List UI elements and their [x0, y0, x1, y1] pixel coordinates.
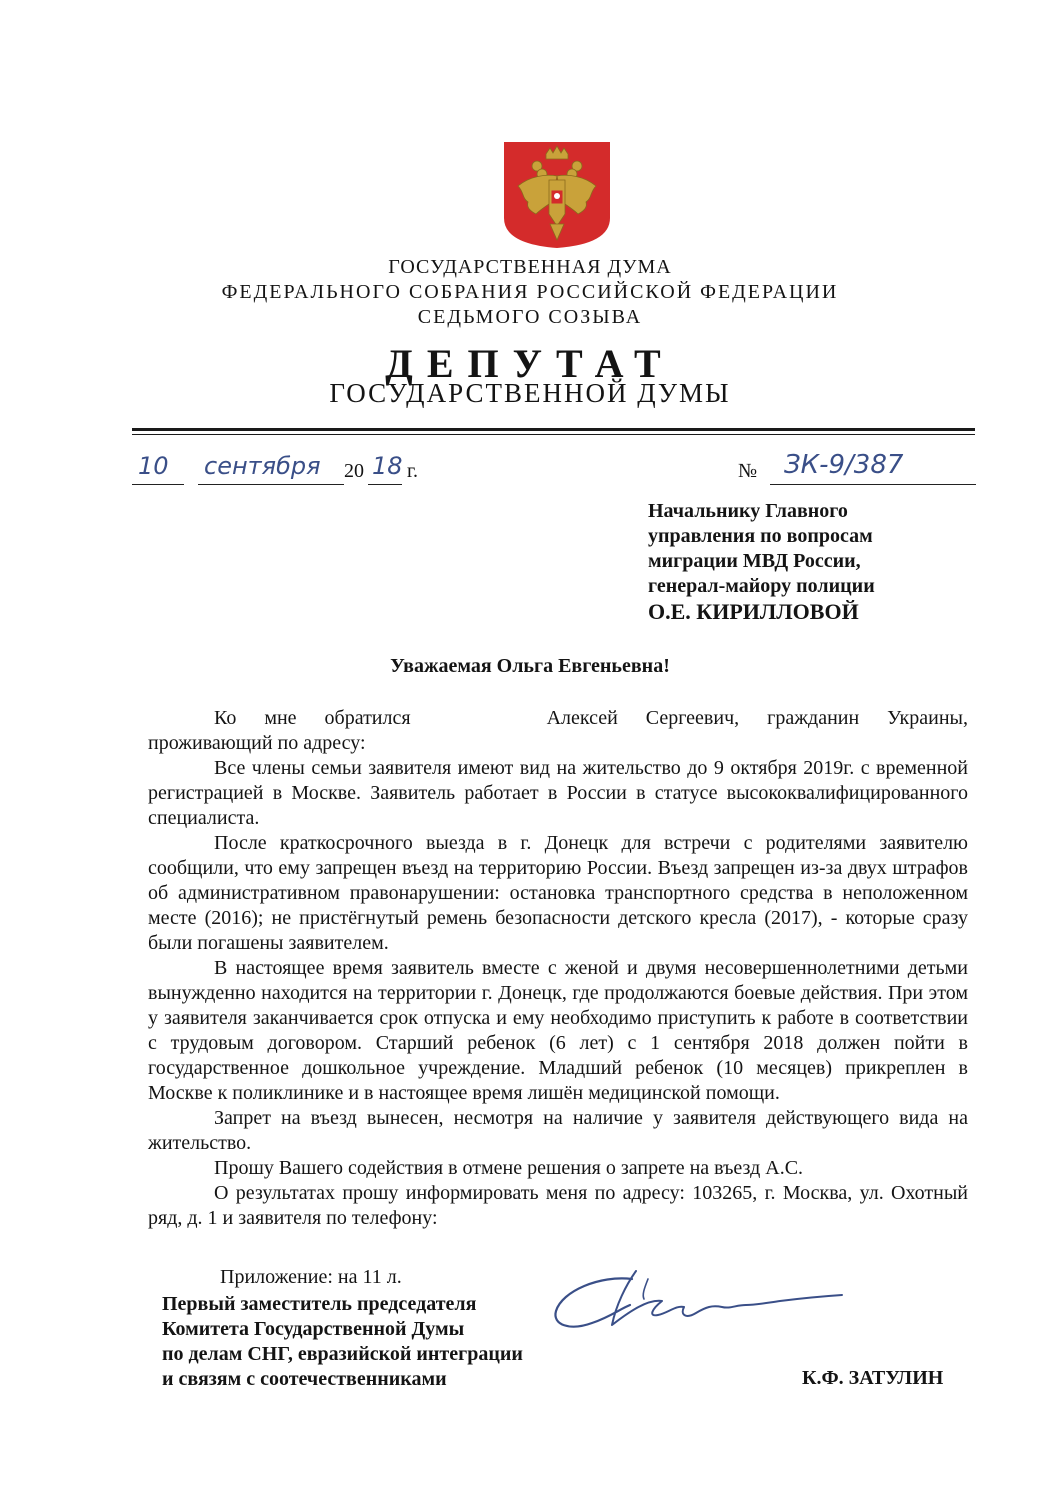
paragraph-4: В настоящее время заявитель вместе с женой и двумя несовершеннолетними детьми вынужденно находится на территории г. Донецк, где продолжаются боевые действия. При этом у заявителя заканчивается срок отпуска и ему необходимо приступить к работе в соответствии с трудовым договором. Старший ребенок (6 лет) с 1 сентября 2018 должен пойти в государственное дошкольное учреждение. Младший ребенок (10 месяцев) прикреплен в Москве к поликлинике и в настоящее время лишён медицинской помощи.	[148, 957, 968, 1104]
addressee-line1: Начальнику Главного	[648, 500, 848, 522]
number-label: №	[738, 460, 758, 482]
date-month-underline	[198, 484, 344, 485]
number-value: ЗК-9/387	[784, 450, 904, 480]
coat-of-arms-icon	[502, 140, 612, 250]
letter-body	[148, 706, 968, 1231]
addressee-line3: миграции МВД России,	[648, 550, 861, 572]
header-rule-thin	[132, 434, 975, 435]
letterhead-line1: ГОСУДАРСТВЕННАЯ ДУМА	[388, 256, 672, 278]
letterhead-title: ДЕПУТАТ	[385, 341, 675, 386]
date-day-underline	[132, 484, 184, 485]
signatory-post-line4: и связям с соотечественниками	[162, 1368, 447, 1390]
date-line	[132, 452, 452, 492]
addressee-name: О.Е. КИРИЛЛОВОЙ	[648, 599, 859, 624]
paragraph-6: Прошу Вашего содействия в отмене решения о запрете на въезд А.С.	[214, 1157, 804, 1179]
letterhead-line3: СЕДЬМОГО СОЗЫВА	[417, 306, 643, 328]
paragraph-2: Все члены семьи заявителя имеют вид на жительство до 9 октября 2019г. с временной регистрацией в Москве. Заявитель работает в России в статусе высококвалифицированного специалиста.	[148, 757, 968, 829]
reference-number	[738, 452, 978, 492]
paragraph-3: После краткосрочного выезда в г. Донецк для встречи с родителями заявителю сообщили, что ему запрещен въезд на территорию России. Въезд запрещен из-за двух штрафов об административном правонарушении: остановка транспортного средства в неположенном месте (2016); не пристёгнутый ремень безопасности детского кресла (2017), - которые сразу были погашены заявителем.	[148, 832, 968, 954]
number-underline	[770, 484, 976, 485]
date-year-suffix: 18	[372, 452, 403, 480]
signatory-post-line3: по делам СНГ, евразийской интеграции	[162, 1343, 523, 1365]
paragraph-1-start: Ко мне обратился	[214, 707, 411, 729]
date-year-mark: г.	[407, 460, 418, 482]
paragraph-5: Запрет на въезд вынесен, несмотря на наличие у заявителя действующего вида на жительство.	[148, 1107, 968, 1154]
signatory-position	[162, 1292, 622, 1392]
date-year-prefix: 20	[344, 460, 364, 482]
signatory-name: К.Ф. ЗАТУЛИН	[802, 1367, 944, 1389]
signatory-post-line2: Комитета Государственной Думы	[162, 1318, 465, 1340]
addressee-line2: управления по вопросам	[648, 525, 873, 547]
addressee-block	[648, 499, 978, 624]
paragraph-1-end: Алексей Сергеевич, гражданин Украины, проживающий по адресу:	[148, 707, 968, 754]
signatory-post-line1: Первый заместитель председателя	[162, 1293, 477, 1315]
header-rule-thick	[132, 428, 975, 431]
date-year-underline	[368, 484, 402, 485]
paragraph-1	[148, 706, 968, 756]
addressee-line4: генерал-майору полиции	[648, 575, 875, 597]
attachment-note: Приложение: на 11 л.	[220, 1266, 402, 1288]
letterhead-subtitle: ГОСУДАРСТВЕННОЙ ДУМЫ	[329, 378, 731, 408]
date-month: сентября	[204, 452, 321, 480]
letterhead-line2: ФЕДЕРАЛЬНОГО СОБРАНИЯ РОССИЙСКОЙ ФЕДЕРАЦИИ	[221, 281, 839, 303]
salutation: Уважаемая Ольга Евгеньевна!	[390, 655, 670, 677]
paragraph-7: О результатах прошу информировать меня по адресу: 103265, г. Москва, ул. Охотный ряд, д. 1 и заявителя по телефону:	[148, 1182, 968, 1229]
date-day: 10	[138, 452, 169, 480]
